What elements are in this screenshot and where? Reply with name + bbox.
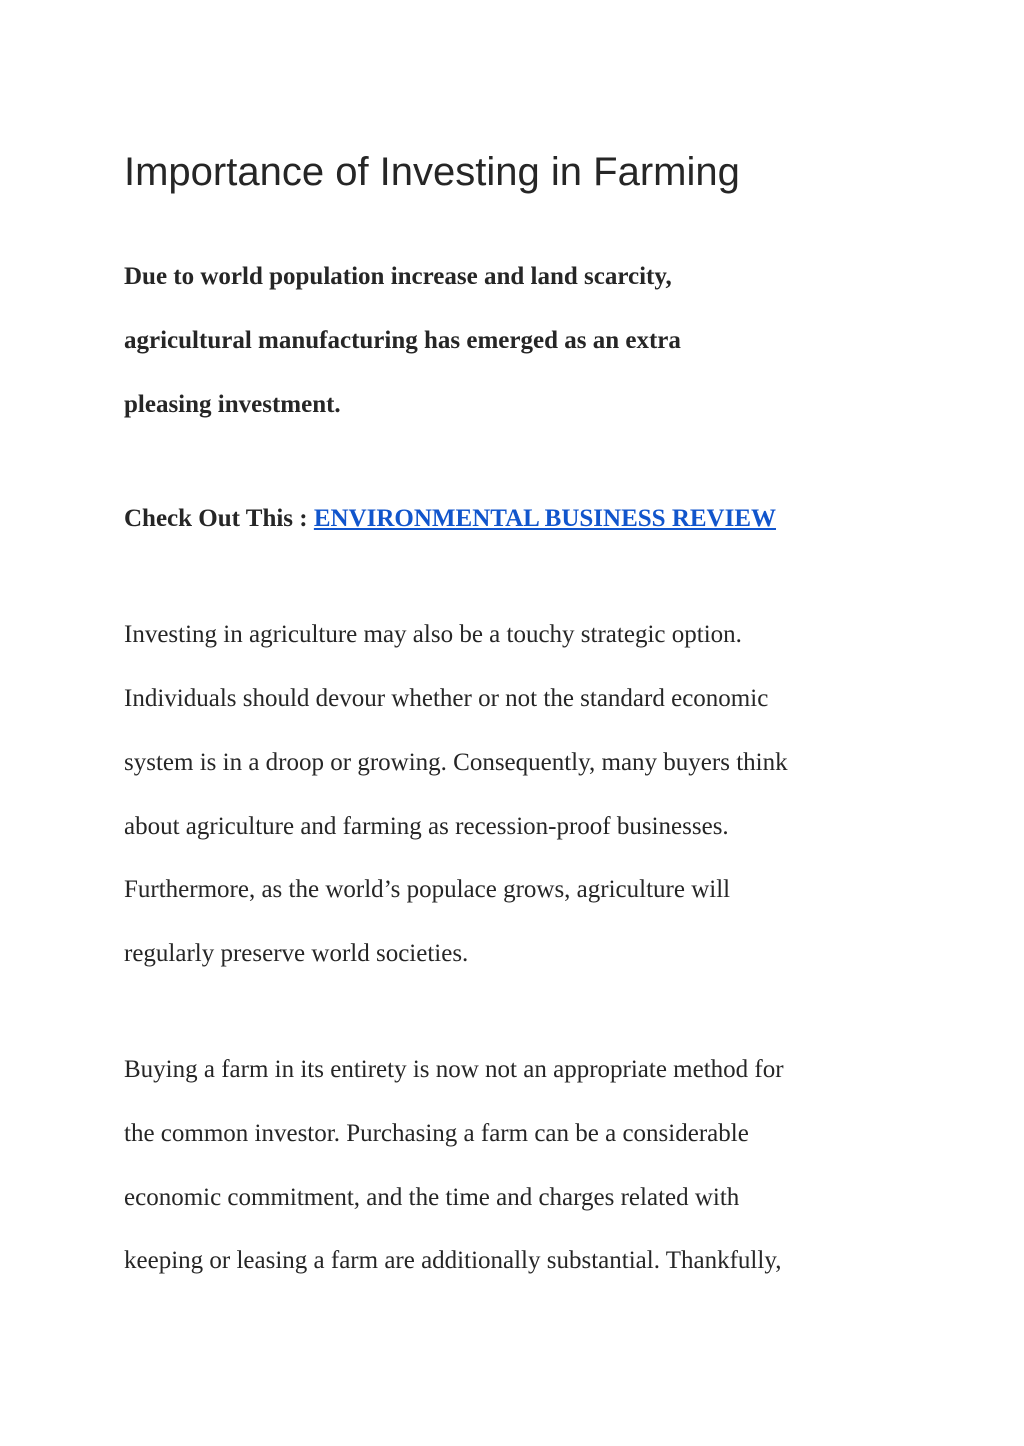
page-title: Importance of Investing in Farming <box>124 150 740 194</box>
paragraph-2-line-4: keeping or leasing a farm are additionally substantial. Thankfully, <box>124 1247 782 1274</box>
paragraph-1-line-4: about agriculture and farming as recession-proof businesses. <box>124 813 729 840</box>
environmental-business-review-link[interactable]: ENVIRONMENTAL BUSINESS REVIEW <box>313 505 777 532</box>
paragraph-2-line-1: Buying a farm in its entirety is now not an appropriate method for <box>124 1056 784 1083</box>
intro-line-2: agricultural manufacturing has emerged as an extra <box>124 327 681 354</box>
paragraph-2-line-3: economic commitment, and the time and charges related with <box>124 1184 740 1211</box>
paragraph-1-line-2: Individuals should devour whether or not the standard economic <box>124 685 769 712</box>
intro-line-1: Due to world population increase and land scarcity, <box>124 263 672 290</box>
check-out-label: Check Out This : <box>124 505 314 532</box>
paragraph-2-line-2: the common investor. Purchasing a farm can be a considerable <box>124 1120 749 1147</box>
paragraph-1-line-3: system is in a droop or growing. Consequently, many buyers think <box>124 749 788 776</box>
check-out-line <box>124 503 776 535</box>
paragraph-1-line-1: Investing in agriculture may also be a touchy strategic option. <box>124 621 742 648</box>
paragraph-1-line-6: regularly preserve world societies. <box>124 940 469 967</box>
intro-line-3: pleasing investment. <box>124 391 341 418</box>
paragraph-1-line-5: Furthermore, as the world’s populace grows, agriculture will <box>124 876 731 903</box>
